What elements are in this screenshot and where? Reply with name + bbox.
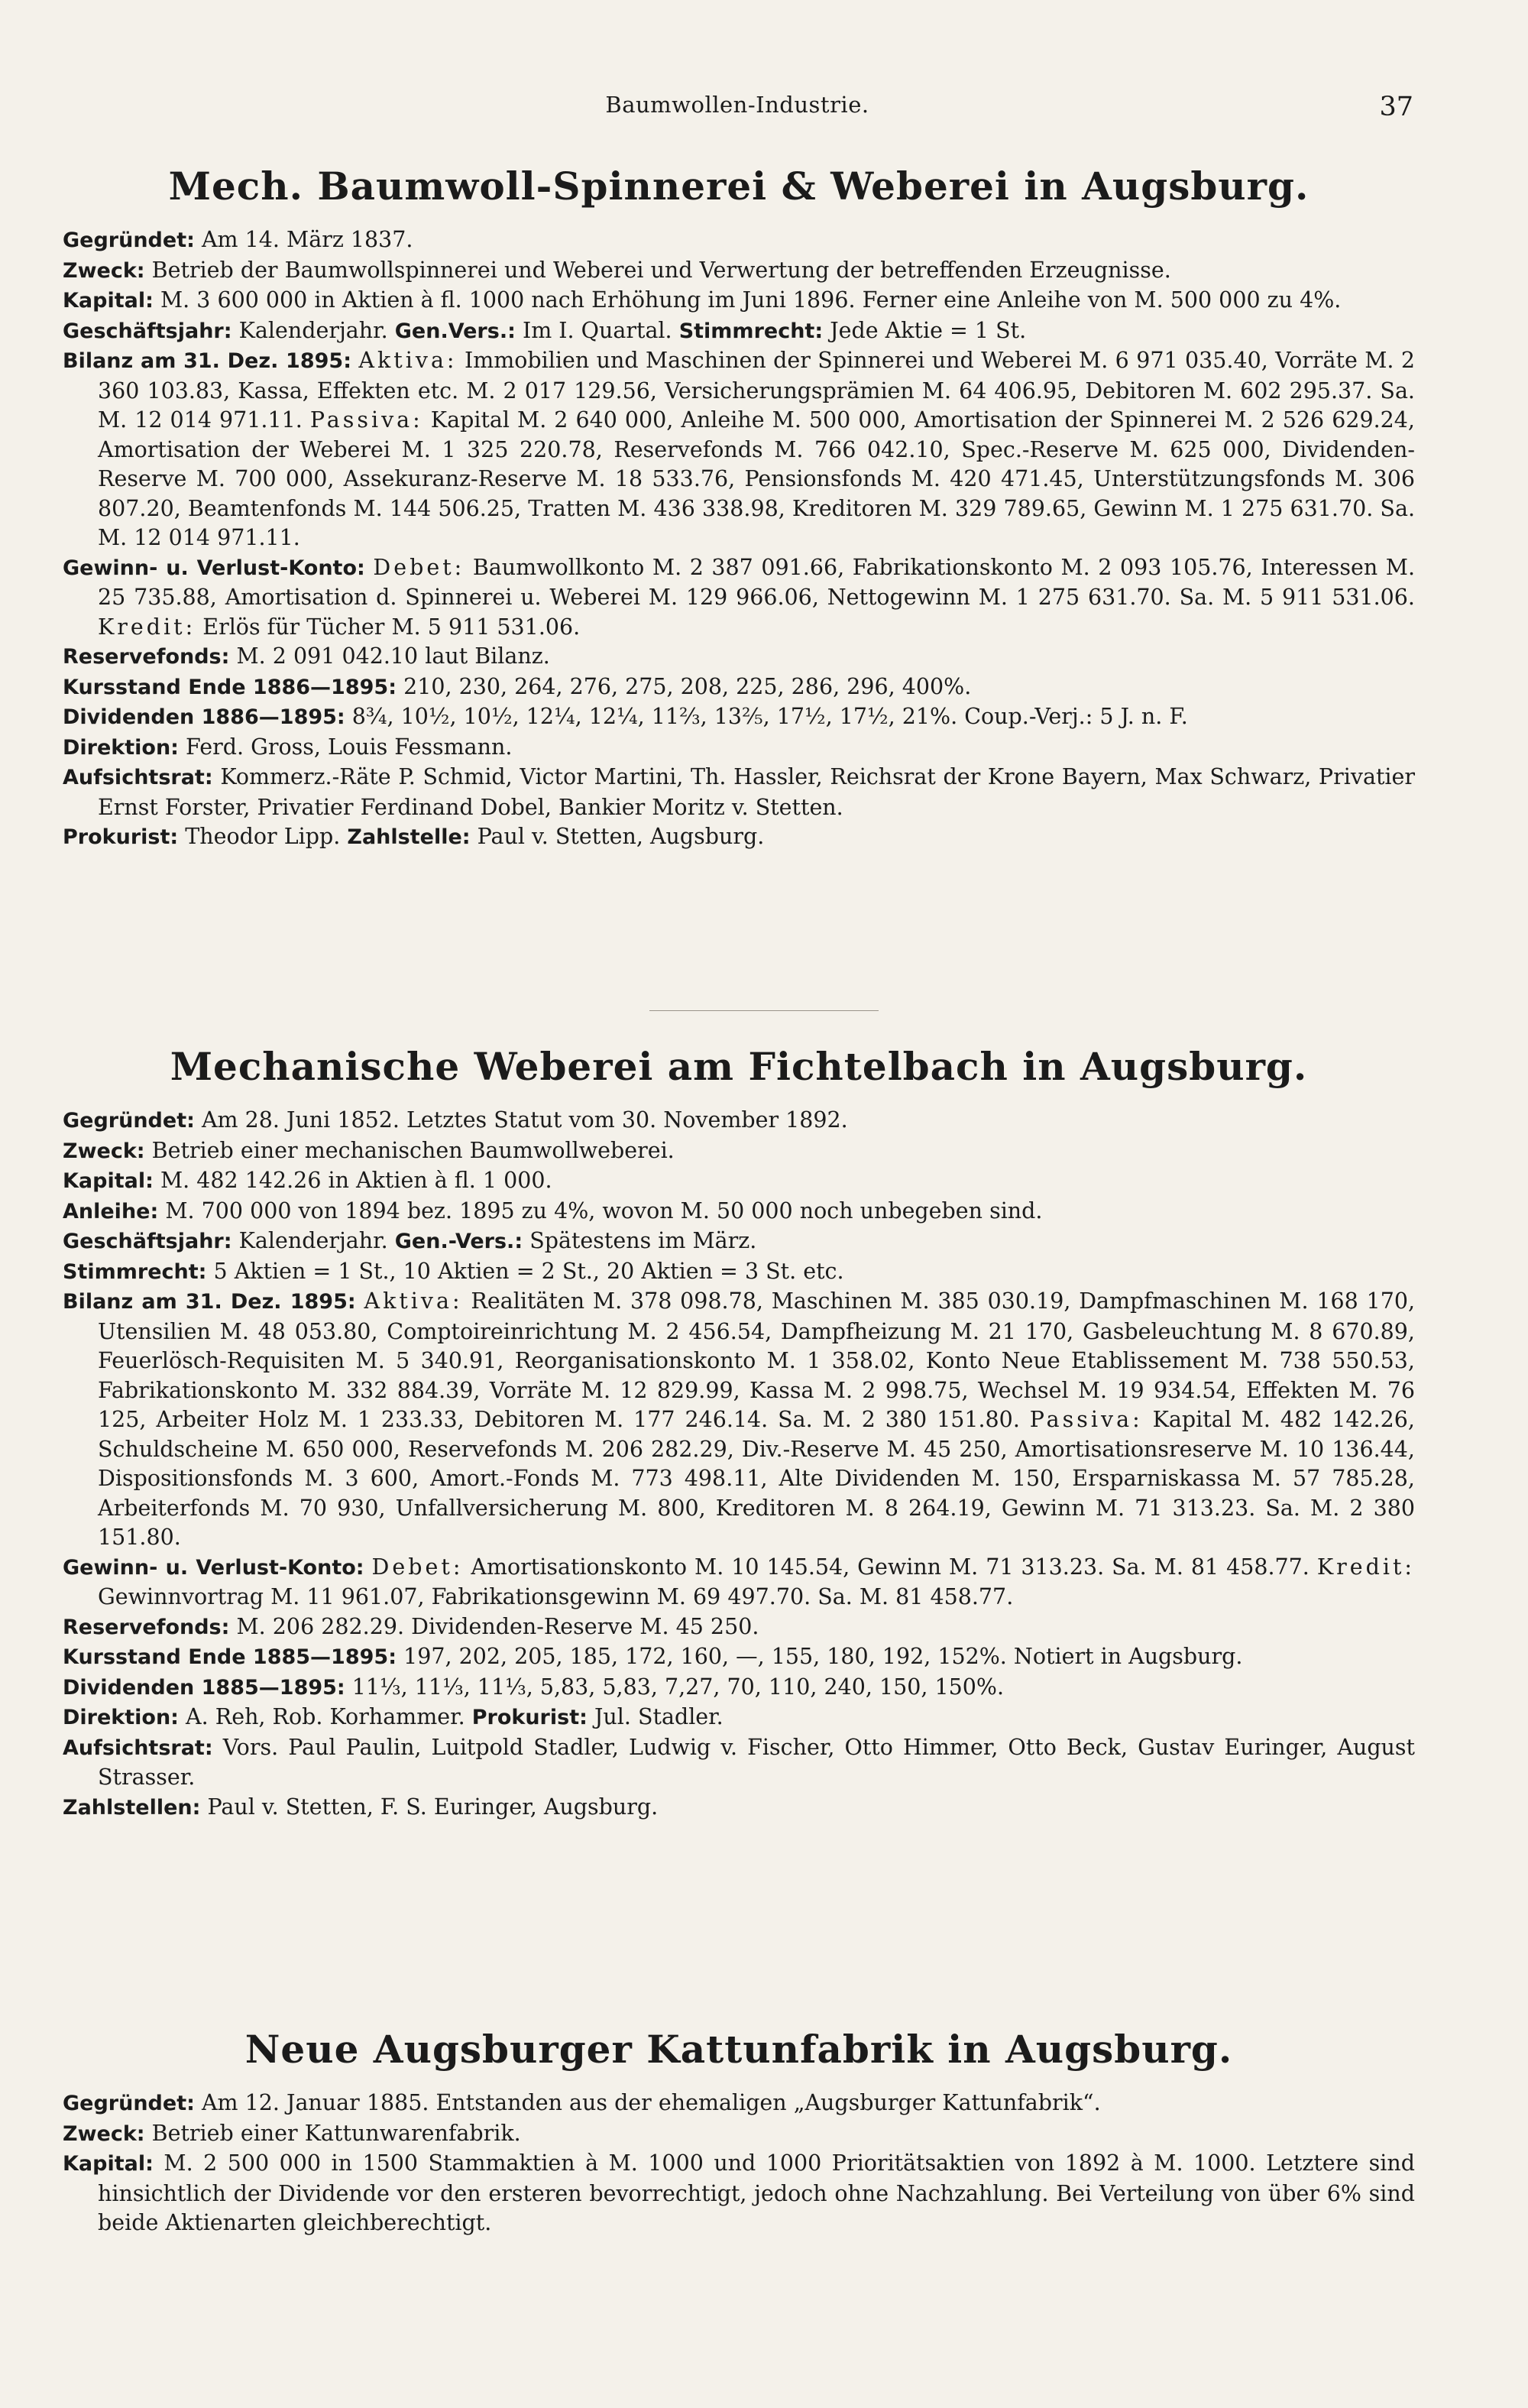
zahlstellen-field bbox=[63, 1793, 1415, 1823]
field-text: M. 3 600 000 in Aktien à fl. 1000 nach Erhöhung im Juni 1896. Ferner eine Anleihe von M. 500 000 zu 4%. bbox=[160, 287, 1342, 313]
aktiva-label: Aktiva: bbox=[358, 348, 458, 373]
field-text: 197, 202, 205, 185, 172, 160, —, 155, 180, 192, 152%. Notiert in Augsburg. bbox=[403, 1644, 1243, 1669]
field-text: Kalenderjahr. bbox=[238, 1228, 388, 1253]
field-text: Betrieb einer Kattunwarenfabrik. bbox=[151, 2120, 521, 2146]
debet-label: Debet: bbox=[373, 554, 465, 580]
field-text: Spätestens im März. bbox=[529, 1228, 757, 1253]
geschaeftsjahr-field bbox=[63, 316, 1415, 347]
direktion-field bbox=[63, 1703, 1415, 1733]
field-label: Zweck: bbox=[63, 2121, 145, 2146]
gegruendet-field bbox=[63, 1106, 1415, 1136]
field-label: Zweck: bbox=[63, 1139, 145, 1163]
field-text: 8¾, 10½, 10½, 12¼, 12¼, 11⅔, 13⅖, 17½, 17½, 21%. Coup.-Verj.: 5 J. n. F. bbox=[351, 704, 1188, 729]
field-label: Reservefonds: bbox=[63, 1615, 230, 1639]
running-title: Baumwollen-Industrie. bbox=[605, 92, 869, 118]
field-label: Kapital: bbox=[63, 289, 154, 313]
page-number: 37 bbox=[1379, 92, 1413, 122]
field-label: Gegründet: bbox=[63, 2092, 195, 2115]
field-text: Immobilien und Maschinen der Spinnerei und Weberei M. 6 971 035.40, Vorräte M. 2 360 103.83, Kassa, Effekten etc. M. 2 017 129.56, Versicherungsprämien M. 64 406.95, Debitoren M. 602 295.37. Sa. M. 12 014 971.11. bbox=[98, 348, 1416, 433]
field-text: Realitäten M. 378 098.78, Maschinen M. 385 030.19, Dampfmaschinen M. 168 170, Utensilien M. 48 053.80, Comptoireinrichtung M. 2 456.54, Dampfheizung M. 21 170, Gasbeleuchtung M. 8 670.89, Feuerlösch-Requisiten M. 5 340.91, Reorganisationskonto M. 1 358.02, Konto Neue Etablissement M. 738 550.53, Fabrikationskonto M. 332 884.39, Vorräte M. 12 829.99, Kassa M. 2 998.75, Wechsel M. 19 934.54, Effekten M. 76 125, Arbeiter Holz M. 1 233.33, Debitoren M. 177 246.14. Sa. M. 2 380 151.80. bbox=[98, 1288, 1416, 1432]
reservefonds-field bbox=[63, 642, 1415, 672]
bilanz-field bbox=[63, 1287, 1415, 1553]
field-label: Gegründet: bbox=[63, 228, 195, 252]
company-entry-2 bbox=[63, 1044, 1415, 1823]
field-text: 5 Aktien = 1 St., 10 Aktien = 2 St., 20 Aktien = 3 St. etc. bbox=[213, 1258, 844, 1284]
field-text: Vors. Paul Paulin, Luitpold Stadler, Ludwig v. Fischer, Otto Himmer, Otto Beck, Gustav Euringer, August Strasser. bbox=[98, 1734, 1415, 1790]
field-label: Dividenden 1886—1895: bbox=[63, 705, 345, 729]
field-label: Bilanz am 31. Dez. 1895: bbox=[63, 1290, 356, 1314]
aufsichtsrat-field bbox=[63, 1733, 1415, 1793]
field-text: 11⅓, 11⅓, 11⅓, 5,83, 5,83, 7,27, 70, 110, 240, 150, 150%. bbox=[351, 1674, 1005, 1700]
dividenden-field bbox=[63, 1673, 1415, 1703]
field-label: Aufsichtsrat: bbox=[63, 1736, 213, 1760]
field-text: Im I. Quartal. bbox=[522, 317, 672, 343]
aufsichtsrat-field bbox=[63, 763, 1415, 822]
field-text: Jul. Stadler. bbox=[594, 1704, 724, 1729]
field-text: Paul v. Stetten, Augsburg. bbox=[477, 824, 765, 849]
anleihe-field bbox=[63, 1197, 1415, 1227]
zweck-field bbox=[63, 2119, 1415, 2150]
stimmrecht-field bbox=[63, 1257, 1415, 1288]
field-text: Betrieb einer mechanischen Baumwollweberei. bbox=[151, 1137, 675, 1163]
running-head bbox=[61, 92, 1413, 130]
company-title: Mech. Baumwoll-Spinnerei & Weberei in Augsburg. bbox=[168, 164, 1309, 209]
aktiva-label: Aktiva: bbox=[364, 1288, 463, 1314]
company-title: Neue Augsburger Kattunfabrik in Augsburg. bbox=[244, 2027, 1233, 2072]
kredit-label: Kredit: bbox=[98, 614, 196, 640]
field-label: Direktion: bbox=[63, 1706, 179, 1729]
guv-field bbox=[63, 553, 1415, 643]
kursstand-field bbox=[63, 1642, 1415, 1673]
field-label: Reservefonds: bbox=[63, 645, 230, 669]
field-text: Kapital M. 2 640 000, Anleihe M. 500 000, Amortisation der Spinnerei M. 2 526 629.24, Amortisation der Weberei M. 1 325 220.78, Reservefonds M. 766 042.10, Spec.-Reserve M. 625 000, Dividenden-Reserve M. 700 000, Assekuranz-Reserve M. 18 533.76, Pensionsfonds M. 420 471.45, Unterstützungsfonds M. 306 807.20, Beamtenfonds M. 144 506.25, Tratten M. 436 338.98, Kreditoren M. 329 789.65, Gewinn M. 1 275 631.70. Sa. M. 12 014 971.11. bbox=[98, 407, 1415, 550]
gegruendet-field bbox=[63, 225, 1415, 256]
kredit-label: Kredit: bbox=[1316, 1554, 1416, 1580]
kapital-field bbox=[63, 2149, 1415, 2238]
field-text: Kapital M. 482 142.26, Schuldscheine M. 650 000, Reservefonds M. 206 282.29, Div.-Reserve M. 45 250, Amortisationsreserve M. 10 136.44, Dispositionsfonds M. 3 600, Amort.-Fonds M. 773 498.11, Alte Dividenden M. 150, Ersparniskassa M. 57 785.28, Arbeiterfonds M. 70 930, Unfallversicherung M. 800, Kreditoren M. 8 264.19, Gewinn M. 71 313.23. Sa. M. 2 380 151.80. bbox=[98, 1407, 1415, 1550]
gegruendet-field bbox=[63, 2089, 1415, 2119]
field-text: Gewinnvortrag M. 11 961.07, Fabrikationsgewinn M. 69 497.70. Sa. M. 81 458.77. bbox=[98, 1584, 1014, 1609]
direktion-field bbox=[63, 733, 1415, 763]
field-text: M. 482 142.26 in Aktien à fl. 1 000. bbox=[160, 1168, 552, 1193]
field-label: Dividenden 1885—1895: bbox=[63, 1675, 345, 1700]
field-text: M. 2 500 000 in 1500 Stammaktien à M. 1000 und 1000 Prioritätsaktien von 1892 à M. 1000. Letztere sind hinsichtlich der Dividende vor den ersteren bevorrechtigt, jedoch ohne Nachzahlung. Bei Verteilung von über 6% sind beide Aktienarten gleichberechtigt. bbox=[98, 2150, 1415, 2235]
kursstand-field bbox=[63, 672, 1415, 703]
field-label: Gewinn- u. Verlust-Konto: bbox=[63, 556, 365, 580]
field-label: Kursstand Ende 1886—1895: bbox=[63, 675, 397, 699]
field-label: Bilanz am 31. Dez. 1895: bbox=[63, 349, 352, 373]
guv-field bbox=[63, 1553, 1415, 1612]
field-label: Gegründet: bbox=[63, 1109, 195, 1133]
company-entry-1 bbox=[63, 164, 1415, 853]
field-text: Theodor Lipp. bbox=[185, 824, 341, 849]
field-text: A. Reh, Rob. Korhammer. bbox=[186, 1704, 465, 1729]
field-label: Gen.-Vers.: bbox=[394, 1230, 523, 1253]
field-label: Gen.Vers.: bbox=[394, 319, 516, 343]
geschaeftsjahr-field bbox=[63, 1227, 1415, 1257]
field-text: M. 2 091 042.10 laut Bilanz. bbox=[236, 643, 550, 669]
field-text: Am 28. Juni 1852. Letztes Statut vom 30. November 1892. bbox=[201, 1107, 848, 1133]
company-entry-3 bbox=[63, 2027, 1415, 2238]
field-text: Am 12. Januar 1885. Entstanden aus der ehemaligen „Augsburger Kattunfabrik“. bbox=[201, 2090, 1101, 2115]
field-label: Stimmrecht: bbox=[63, 1259, 207, 1284]
kapital-field bbox=[63, 286, 1415, 316]
field-label: Zahlstellen: bbox=[63, 1795, 201, 1820]
zweck-field bbox=[63, 256, 1415, 287]
field-label: Gewinn- u. Verlust-Konto: bbox=[63, 1555, 364, 1580]
reservefonds-field bbox=[63, 1612, 1415, 1643]
field-label: Zweck: bbox=[63, 258, 145, 283]
field-label: Zahlstelle: bbox=[347, 825, 471, 849]
field-label: Kapital: bbox=[63, 2152, 154, 2176]
field-label: Prokurist: bbox=[471, 1706, 588, 1729]
field-text: Amortisationskonto M. 10 145.54, Gewinn M. 71 313.23. Sa. M. 81 458.77. bbox=[471, 1554, 1309, 1580]
company-title: Mechanische Weberei am Fichtelbach in Augsburg. bbox=[170, 1044, 1308, 1089]
field-label: Prokurist: bbox=[63, 825, 179, 849]
field-text: Paul v. Stetten, F. S. Euringer, Augsburg. bbox=[207, 1794, 659, 1820]
zweck-field bbox=[63, 1136, 1415, 1167]
prokurist-field bbox=[63, 822, 1415, 853]
field-text: Am 14. März 1837. bbox=[201, 227, 413, 252]
field-text: Ferd. Gross, Louis Fessmann. bbox=[186, 734, 513, 760]
field-label: Geschäftsjahr: bbox=[63, 319, 232, 343]
field-text: Jede Aktie = 1 St. bbox=[830, 317, 1027, 343]
field-label: Aufsichtsrat: bbox=[63, 766, 213, 789]
bilanz-field bbox=[63, 346, 1415, 553]
field-text: Kalenderjahr. bbox=[238, 317, 388, 343]
field-label: Stimmrecht: bbox=[678, 319, 824, 343]
field-label: Anleihe: bbox=[63, 1199, 159, 1223]
field-label: Kursstand Ende 1885—1895: bbox=[63, 1645, 397, 1669]
passiva-label: Passiva: bbox=[309, 407, 423, 433]
field-label: Direktion: bbox=[63, 735, 179, 760]
section-divider bbox=[649, 1010, 879, 1011]
field-text: Baumwollkonto M. 2 387 091.66, Fabrikationskonto M. 2 093 105.76, Interessen M. 25 735.88, Amortisation d. Spinnerei u. Weberei M. 129 966.06, Nettogewinn M. 1 275 631.70. Sa. M. 5 911 531.06. bbox=[98, 554, 1416, 610]
debet-label: Debet: bbox=[371, 1554, 464, 1580]
field-text: M. 206 282.29. Dividenden-Reserve M. 45 250. bbox=[236, 1613, 759, 1639]
field-text: 210, 230, 264, 276, 275, 208, 225, 286, 296, 400%. bbox=[403, 673, 972, 699]
dividenden-field bbox=[63, 702, 1415, 733]
field-text: Betrieb der Baumwollspinnerei und Weberei und Verwertung der betreffenden Erzeugnisse. bbox=[151, 257, 1171, 283]
kapital-field bbox=[63, 1166, 1415, 1197]
field-text: Erlös für Tücher M. 5 911 531.06. bbox=[202, 614, 581, 640]
field-label: Geschäftsjahr: bbox=[63, 1230, 232, 1253]
passiva-label: Passiva: bbox=[1029, 1407, 1143, 1432]
field-label: Kapital: bbox=[63, 1169, 154, 1193]
field-text: Kommerz.-Räte P. Schmid, Victor Martini, Th. Hassler, Reichsrat der Krone Bayern, Max Schwarz, Privatier Ernst Forster, Privatier Ferdinand Dobel, Bankier Moritz v. Stetten. bbox=[98, 764, 1415, 820]
field-text: M. 700 000 von 1894 bez. 1895 zu 4%, wovon M. 50 000 noch unbegeben sind. bbox=[165, 1198, 1043, 1223]
